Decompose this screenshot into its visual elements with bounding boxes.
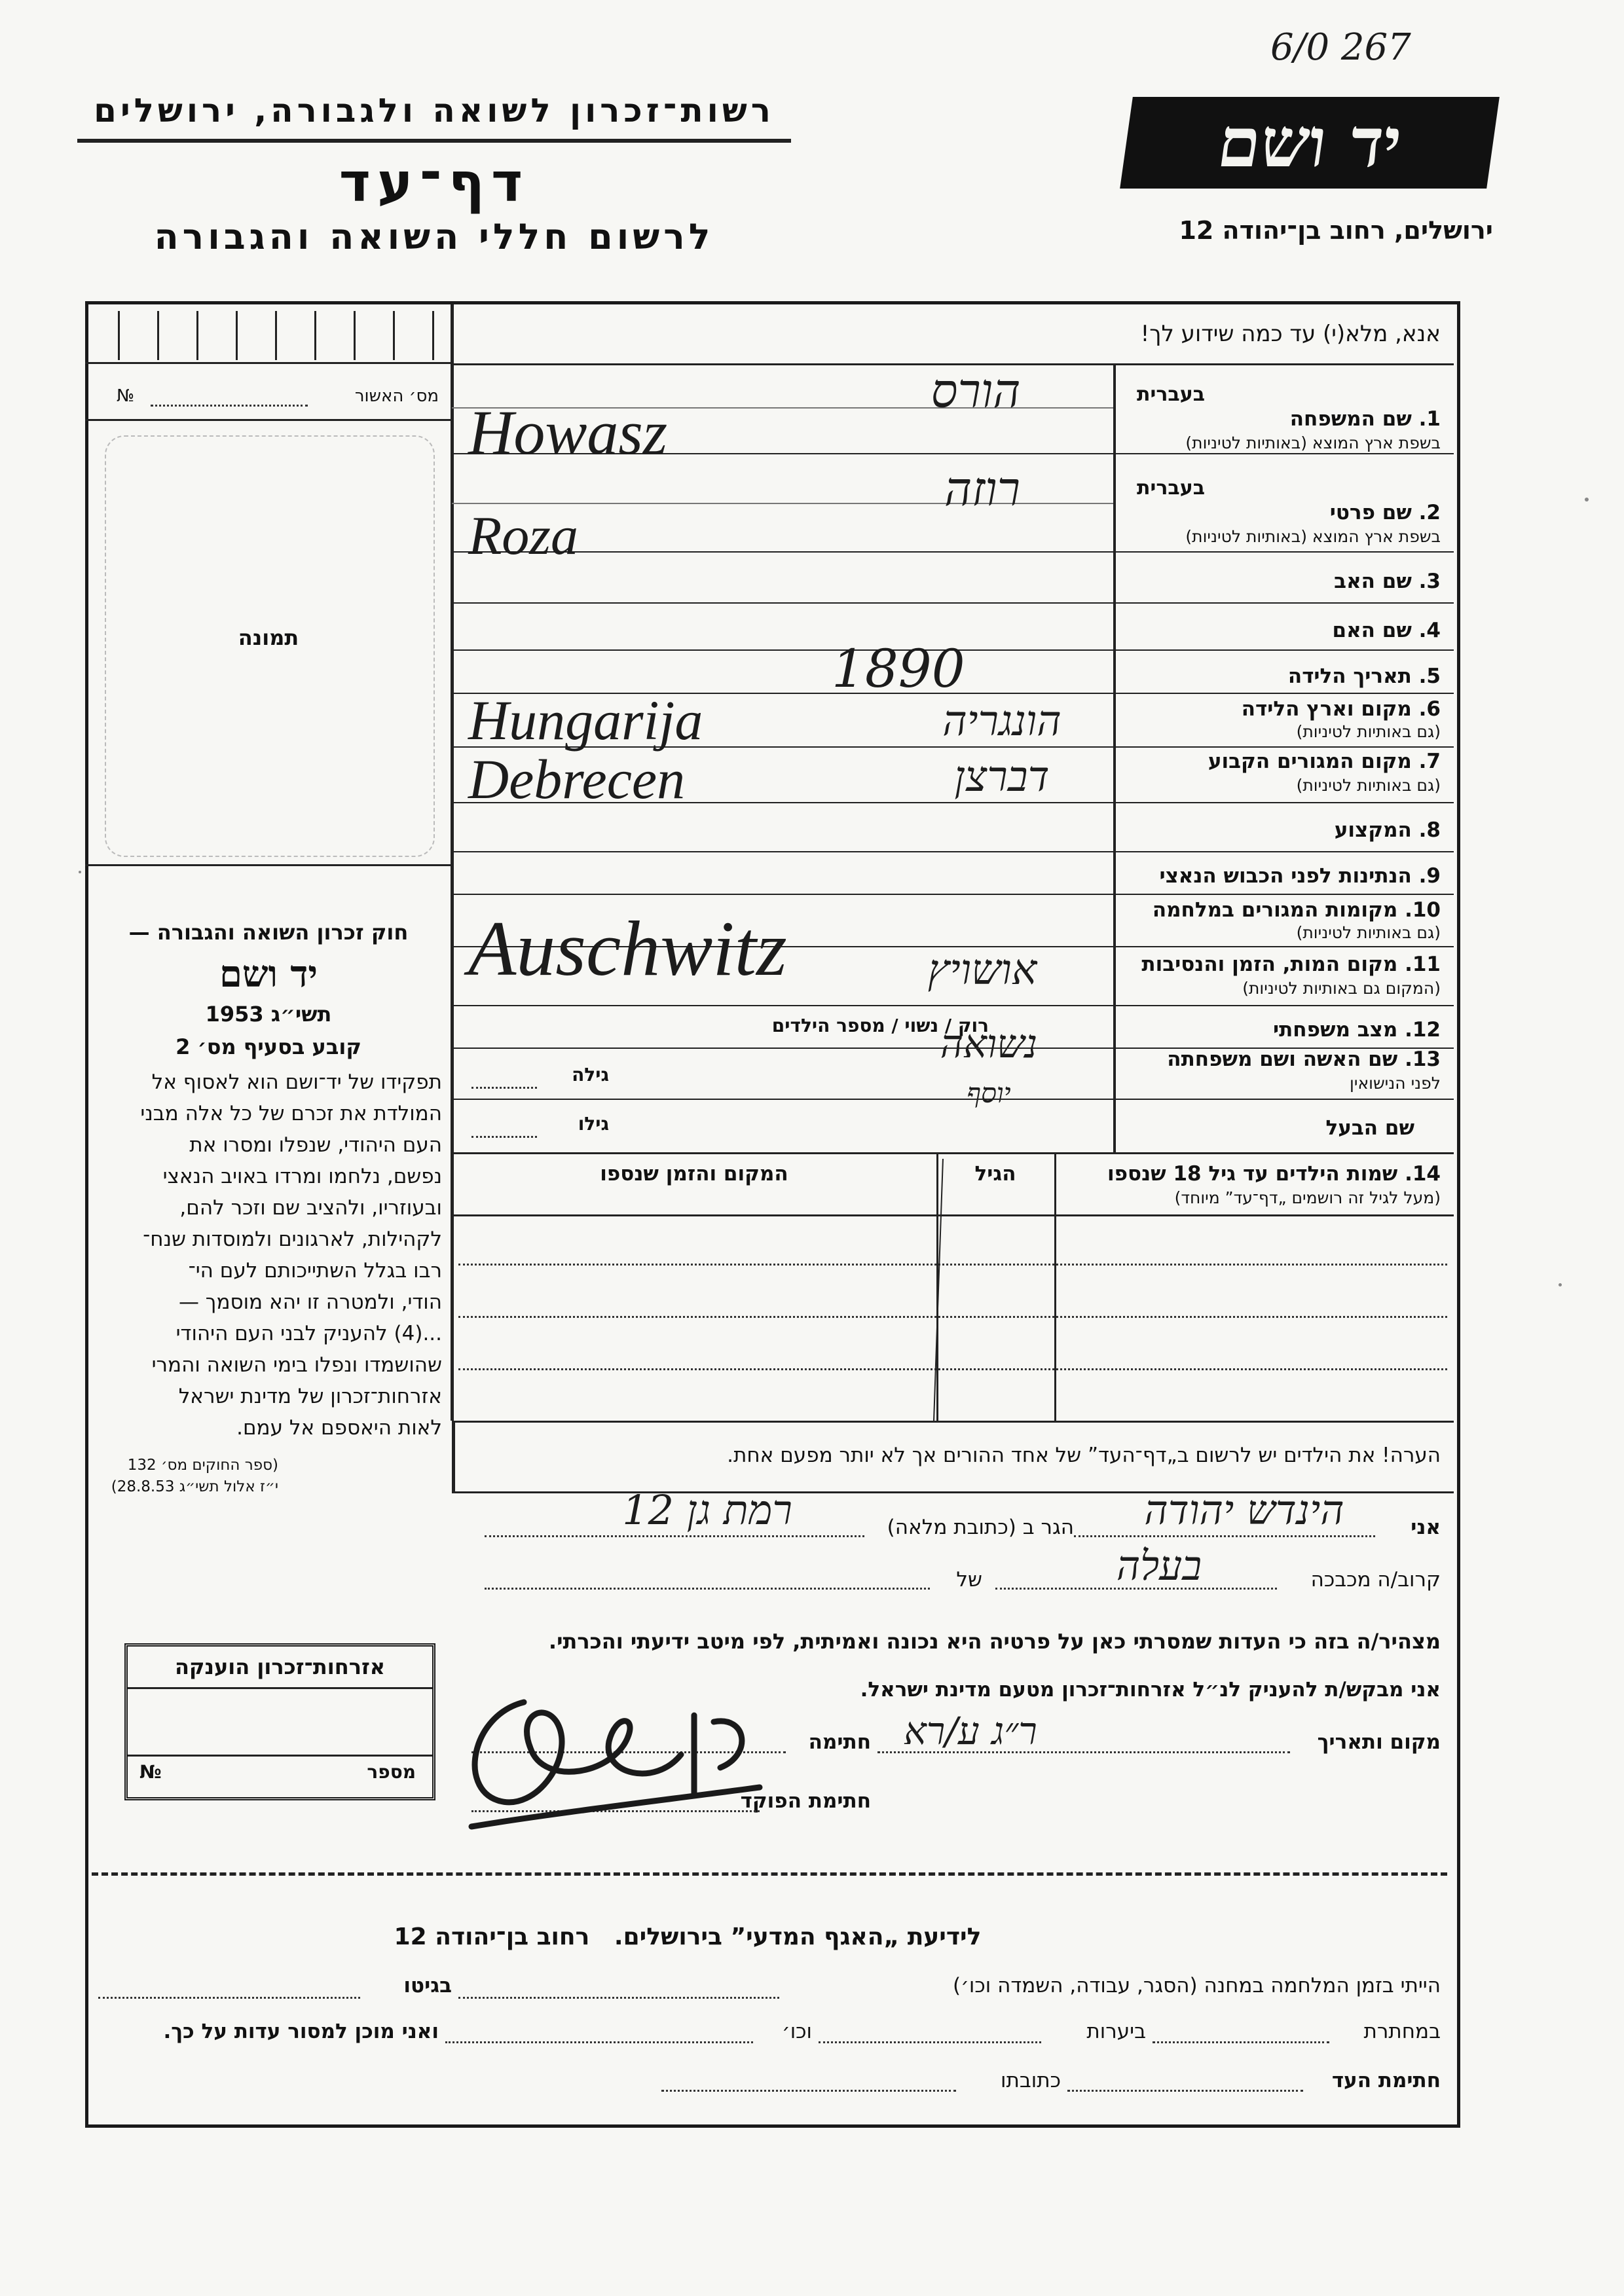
intro-text: אנא, מלא(י) עד כמה שידוע לך! bbox=[1140, 321, 1441, 347]
hand-death-he: אושויץ bbox=[927, 946, 1037, 994]
dept-underground: במחתרת bbox=[1363, 2020, 1441, 2043]
form-subtitle: לרשום חללי השואה והגבורה bbox=[154, 216, 714, 257]
header-underline bbox=[77, 139, 791, 143]
hand-birth-lat: Hungarija bbox=[468, 689, 703, 752]
declarant-of: של bbox=[956, 1568, 982, 1592]
address: ירושלים, רחוב בן־יהודה 12 bbox=[1179, 216, 1493, 245]
declarant-i: אני bbox=[1411, 1516, 1441, 1539]
declarant-relation: קרוב/ה מכבכה bbox=[1310, 1568, 1441, 1592]
declarant-name: הינדש יהודה bbox=[1144, 1486, 1344, 1534]
dept-etc: וכו׳ bbox=[781, 2020, 812, 2043]
yad-vashem-logo bbox=[1120, 97, 1500, 189]
place-date-hand: ר״ג ﬠ/ﬧﬡ bbox=[904, 1709, 1037, 1753]
children-place-col: המקום והזמן שנספו bbox=[600, 1162, 788, 1186]
note: הערה! את הילדים יש לרשום ב„דף־העד” של אחד ההורים אך לא יותר מפעם אחת. bbox=[727, 1444, 1441, 1467]
place-date-label: מקום ותאריך bbox=[1317, 1730, 1441, 1754]
hand-first-lat: Roza bbox=[468, 505, 578, 566]
hand-res-he: דברצן bbox=[954, 753, 1050, 801]
dept-testimony: ואני מוכן למסור עדות על כך. bbox=[163, 2020, 439, 2043]
hand-surname-lat: Howasz bbox=[468, 397, 668, 467]
hand-first-he: רוזה bbox=[944, 462, 1021, 517]
approval-label: מס׳ האשור bbox=[354, 386, 439, 406]
hand-surname-he: הורס bbox=[931, 363, 1021, 418]
citizenship-box: אזרחות־זכרון הוענקה מספר № bbox=[124, 1643, 435, 1800]
hand-wife-name: יוסף bbox=[967, 1077, 1011, 1109]
archive-number: 6/0 267 bbox=[1270, 26, 1411, 69]
hand-marital-status: נשואה bbox=[940, 1021, 1038, 1067]
dept-witness-signature: חתימת העד bbox=[1331, 2069, 1441, 2092]
institution-line: רשות־זכרון לשואה ולגבורה, ירושלים bbox=[94, 92, 775, 130]
children-sub: (מעל לגיל זה רושמים „דף־עד” מיוחד) bbox=[1174, 1188, 1441, 1207]
approval-no-mark: № bbox=[117, 386, 135, 406]
photo-label: תמונה bbox=[238, 625, 299, 650]
form-title: דף־עד bbox=[339, 152, 530, 214]
declaration: מצהיר/ה בזה כי העדות שמסרתי כאן על פרטיה היא נכונה ואמיתית, לפי מיטב ידיעתי והכרתי. bbox=[548, 1629, 1441, 1654]
hand-birth-he: הונגריה bbox=[942, 697, 1061, 746]
dept-line1: הייתי בזמן המלחמה במחנה (הסגר, עבודה, השמדה וכו׳) bbox=[952, 1974, 1441, 1997]
dept-address: כתובתו bbox=[1001, 2069, 1061, 2092]
cut-line bbox=[92, 1872, 1447, 1876]
children-age-col: הגיל bbox=[974, 1162, 1016, 1186]
hand-birth-year: 1890 bbox=[832, 638, 965, 699]
hand-death-lat: Auschwitz bbox=[468, 905, 787, 992]
hand-res-lat: Debrecen bbox=[468, 748, 686, 811]
children-title: 14. שמות הילדים עד גיל 18 שנספו bbox=[1107, 1162, 1441, 1186]
logo-text: יד ושם bbox=[1213, 102, 1407, 183]
dept-title: לידיעת „האגף המדעי” בירושלים. רחוב בן־יהודה 12 bbox=[394, 1923, 982, 1950]
declarant-relation-hand: בעלה bbox=[1116, 1542, 1202, 1590]
inspector-signature-label: חתימת הפוקד bbox=[740, 1789, 871, 1813]
request: אני מבקש/ת להעניק לנ״ל אזרחות־זכרון מטעם מדינת ישראל. bbox=[860, 1678, 1441, 1702]
declarant-address: רמת גן 12 bbox=[622, 1486, 792, 1534]
dept-forests: ביערות bbox=[1086, 2020, 1146, 2043]
declarant-resides: הגר ב (כתובת מלאה) bbox=[887, 1516, 1074, 1539]
signature-label: חתימה bbox=[808, 1730, 871, 1754]
signature-scribble bbox=[445, 1676, 786, 1846]
dept-ghetto: בגיטו bbox=[403, 1974, 452, 1997]
